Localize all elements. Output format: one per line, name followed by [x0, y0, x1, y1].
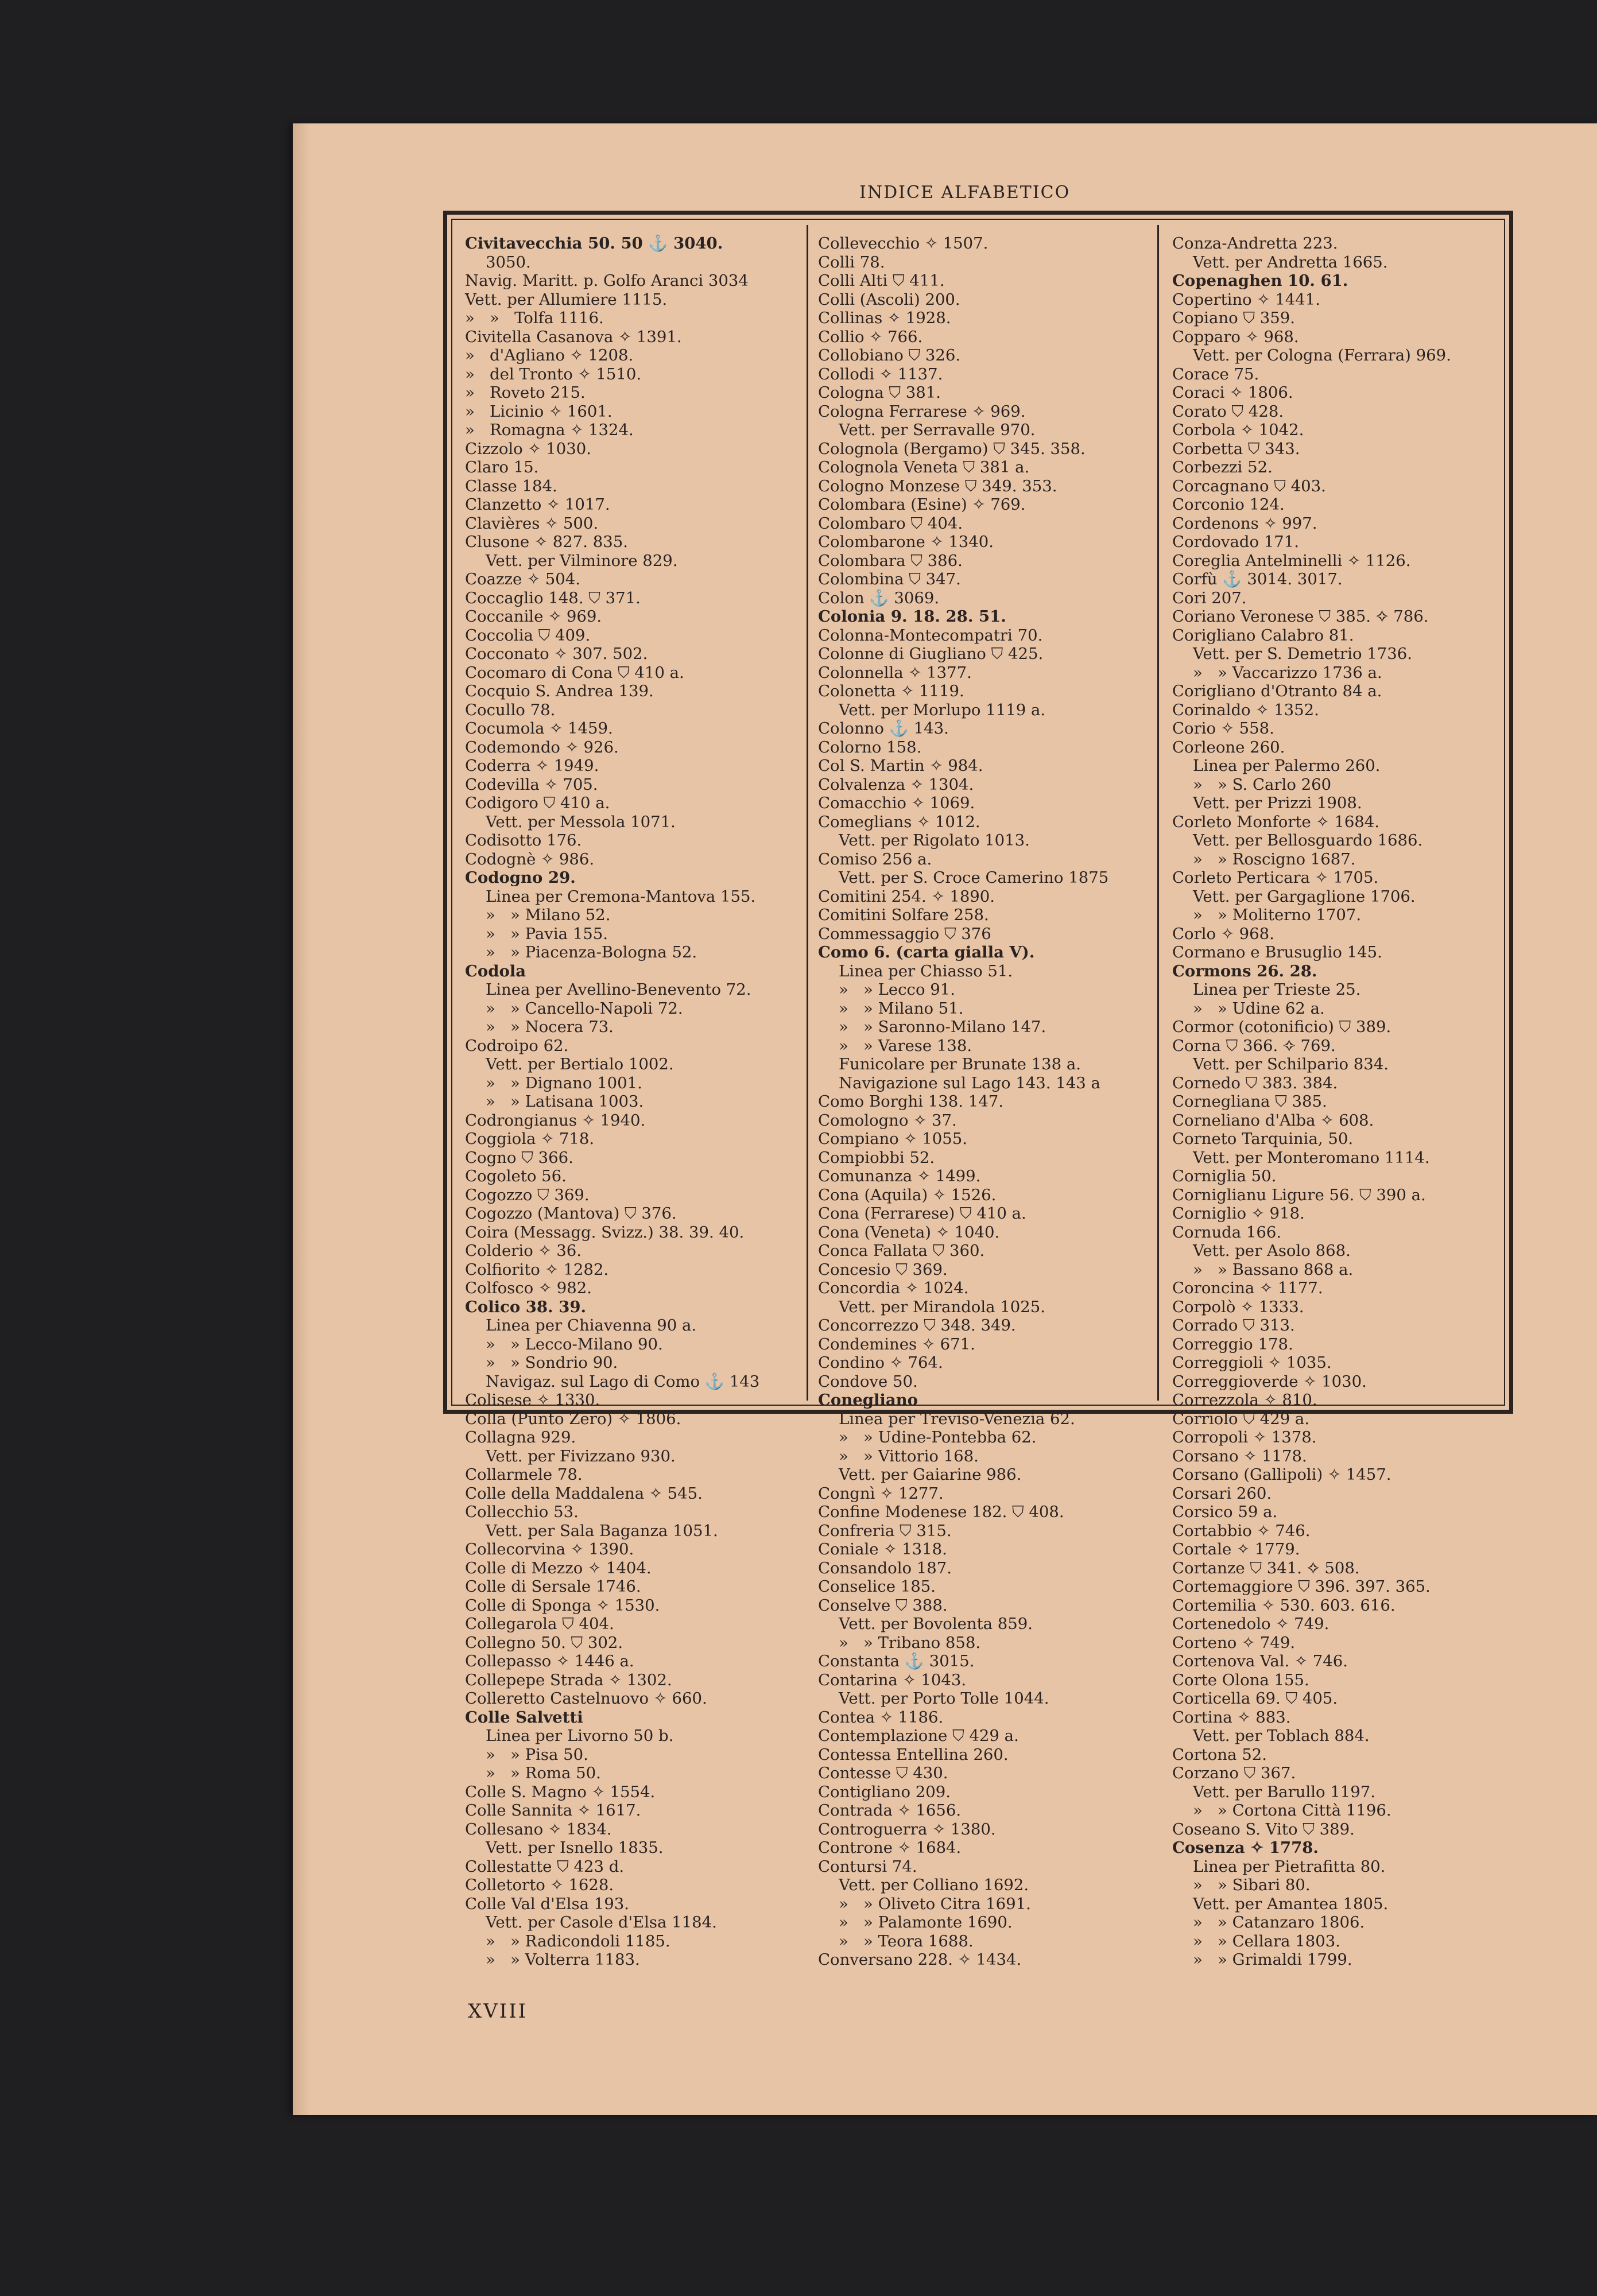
index-entry: Collepepe Strada ✧ 1302. — [465, 1670, 672, 1689]
index-entry: Condino ✧ 764. — [818, 1353, 943, 1372]
index-entry: Colombina ⛉ 347. — [818, 570, 961, 588]
index-entry: » » Roscigno 1687. — [1193, 850, 1356, 868]
index-entry: Vett. per Bertialo 1002. — [486, 1055, 674, 1073]
index-entry: Navig. Maritt. p. Golfo Aranci 3034 — [465, 272, 749, 290]
index-entry: Coriano Veronese ⛉ 385. ✧ 786. — [1172, 607, 1429, 626]
index-entry: Collegarola ⛉ 404. — [465, 1615, 614, 1633]
index-entry: Corte Olona 155. — [1172, 1670, 1309, 1689]
index-entry: Colonetta ✧ 1119. — [818, 682, 964, 700]
index-entry: Colletorto ✧ 1628. — [465, 1876, 614, 1894]
index-entry: Cortina ✧ 883. — [1172, 1708, 1291, 1727]
index-entry: Comologno ✧ 37. — [818, 1111, 957, 1130]
index-entry: Corniglio ✧ 918. — [1172, 1204, 1305, 1223]
index-entry: Concorrezzo ⛉ 348. 349. — [818, 1316, 1016, 1335]
index-entry: Colli (Ascoli) 200. — [818, 290, 960, 309]
index-entry: Corpolò ✧ 1333. — [1172, 1297, 1304, 1316]
index-entry: Colombarone ✧ 1340. — [818, 533, 994, 551]
index-entry: » » Pisa 50. — [486, 1745, 588, 1764]
index-entry: Codognè ✧ 986. — [465, 850, 595, 868]
index-entry: Compiobbi 52. — [818, 1148, 935, 1167]
index-entry: » » Dignano 1001. — [486, 1073, 642, 1092]
index-entry: Clusone ✧ 827. 835. — [465, 533, 628, 551]
index-entry: Codevilla ✧ 705. — [465, 775, 598, 794]
index-entry: Colle Sannita ✧ 1617. — [465, 1801, 641, 1820]
index-entry: Corinaldo ✧ 1352. — [1172, 700, 1319, 719]
index-entry: » » Palamonte 1690. — [839, 1913, 1013, 1932]
index-entry: Corbola ✧ 1042. — [1172, 421, 1304, 439]
page-number: XVIII — [468, 2000, 528, 2023]
index-entry: Coniale ✧ 1318. — [818, 1540, 947, 1558]
index-entry: Corzano ⛉ 367. — [1172, 1764, 1296, 1782]
index-entry: Collio ✧ 766. — [818, 327, 923, 346]
index-entry: » Romagna ✧ 1324. — [465, 421, 634, 439]
index-entry: 3050. — [486, 253, 531, 272]
index-entry: Vett. per Prizzi 1908. — [1193, 794, 1362, 812]
index-entry: Funicolare per Brunate 138 a. — [839, 1055, 1081, 1073]
index-entry: Cordenons ✧ 997. — [1172, 514, 1317, 533]
index-entry: Corleto Monforte ✧ 1684. — [1172, 812, 1380, 831]
index-entry: Vett. per Allumiere 1115. — [465, 290, 668, 309]
index-entry: Corconio 124. — [1172, 495, 1285, 514]
page-edge — [293, 123, 310, 2115]
index-entry: Confreria ⛉ 315. — [818, 1521, 952, 1540]
index-entry: Copenaghen 10. 61. — [1172, 272, 1348, 290]
index-entry: Colonia 9. 18. 28. 51. — [818, 607, 1006, 626]
index-entry: Corcagnano ⛉ 403. — [1172, 476, 1326, 495]
index-entry: Corneliano d'Alba ✧ 608. — [1172, 1111, 1374, 1130]
index-entry: Cocullo 78. — [465, 700, 556, 719]
index-entry: » Licinio ✧ 1601. — [465, 402, 613, 421]
index-entry: Cona (Aquila) ✧ 1526. — [818, 1185, 997, 1204]
index-entry: Contrada ✧ 1656. — [818, 1801, 962, 1820]
index-entry: Clanzetto ✧ 1017. — [465, 495, 610, 514]
index-entry: Colognola Veneta ⛉ 381 a. — [818, 458, 1030, 476]
index-entry: Colombara (Esine) ✧ 769. — [818, 495, 1026, 514]
index-entry: » » Latisana 1003. — [486, 1092, 644, 1111]
index-entry: Comiso 256 a. — [818, 850, 932, 868]
index-entry: Colle Val d'Elsa 193. — [465, 1894, 629, 1913]
index-entry: Concordia ✧ 1024. — [818, 1279, 969, 1297]
column-divider — [1157, 225, 1159, 1401]
index-entry: Contemplazione ⛉ 429 a. — [818, 1727, 1019, 1745]
index-entry: Contursi 74. — [818, 1857, 917, 1876]
index-entry: Colle di Mezzo ✧ 1404. — [465, 1558, 652, 1577]
index-entry: Corsico 59 a. — [1172, 1503, 1278, 1521]
index-entry: Collodi ✧ 1137. — [818, 364, 943, 383]
index-entry: Cosenza ✧ 1778. — [1172, 1839, 1319, 1857]
index-entry: Conversano 228. ✧ 1434. — [818, 1950, 1022, 1969]
index-entry: » » Radicondoli 1185. — [486, 1932, 670, 1950]
index-entry: Colvalenza ✧ 1304. — [818, 775, 974, 794]
index-entry: » » Cancello-Napoli 72. — [486, 999, 683, 1018]
index-entry: Cologno Monzese ⛉ 349. 353. — [818, 476, 1057, 495]
index-entry: Cori 207. — [1172, 588, 1247, 607]
index-entry: Colisese ✧ 1330. — [465, 1391, 600, 1409]
index-entry: Vett. per Cologna (Ferrara) 969. — [1193, 346, 1451, 364]
index-entry: Conza-Andretta 223. — [1172, 234, 1338, 253]
index-entry: Vett. per Bovolenta 859. — [839, 1615, 1033, 1633]
index-entry: Coraci ✧ 1806. — [1172, 383, 1293, 402]
index-entry: Vett. per Gaiarine 986. — [839, 1465, 1022, 1484]
index-entry: Vett. per Fivizzano 930. — [486, 1446, 676, 1465]
index-entry: Como 6. (carta gialla V). — [818, 943, 1035, 961]
index-entry: Coggiola ✧ 718. — [465, 1130, 595, 1148]
index-entry: Corsano (Gallipoli) ✧ 1457. — [1172, 1465, 1391, 1484]
index-entry: Collagna 929. — [465, 1428, 576, 1446]
index-entry: Cormano e Brusuglio 145. — [1172, 943, 1382, 961]
index-entry: Contigliano 209. — [818, 1782, 951, 1801]
index-entry: Corsano ✧ 1178. — [1172, 1446, 1307, 1465]
index-entry: Vett. per Rigolato 1013. — [839, 831, 1030, 850]
index-entry: Colleretto Castelnuovo ✧ 660. — [465, 1689, 707, 1708]
index-entry: Colonnella ✧ 1377. — [818, 663, 972, 682]
index-entry: Corato ⛉ 428. — [1172, 402, 1284, 421]
index-entry: Collesano ✧ 1834. — [465, 1820, 612, 1839]
index-entry: Cologna Ferrarese ✧ 969. — [818, 402, 1026, 421]
index-entry: Colonna-Montecompatri 70. — [818, 626, 1043, 645]
index-entry: » » Udine-Pontebba 62. — [839, 1428, 1037, 1446]
index-entry: Cogno ⛉ 366. — [465, 1148, 573, 1167]
index-entry: » » Cellara 1803. — [1193, 1932, 1340, 1950]
index-entry: Contesse ⛉ 430. — [818, 1764, 948, 1782]
index-entry: Corbetta ⛉ 343. — [1172, 439, 1300, 458]
index-entry: Corneto Tarquinia, 50. — [1172, 1130, 1354, 1148]
index-entry: Vett. per Morlupo 1119 a. — [839, 700, 1046, 719]
index-column-3 — [1172, 234, 1505, 1969]
index-entry: Corleto Perticara ✧ 1705. — [1172, 868, 1379, 887]
index-entry: Corna ⛉ 366. ✧ 769. — [1172, 1036, 1336, 1055]
index-entry: Cortona 52. — [1172, 1745, 1267, 1764]
index-entry: Collepasso ✧ 1446 a. — [465, 1652, 634, 1670]
index-entry: Cornegliana ⛉ 385. — [1172, 1092, 1327, 1111]
index-entry: Contarina ✧ 1043. — [818, 1670, 967, 1689]
index-entry: Commessaggio ⛉ 376 — [818, 924, 991, 943]
index-entry: Codemondo ✧ 926. — [465, 738, 619, 757]
index-entry: Coroncina ✧ 1177. — [1172, 1279, 1323, 1297]
index-entry: Cornuda 166. — [1172, 1223, 1282, 1242]
index-entry: Civitavecchia 50. 50 ⚓ 3040. — [465, 234, 723, 253]
index-entry: Colognola (Bergamo) ⛉ 345. 358. — [818, 439, 1086, 458]
column-divider — [807, 225, 808, 1401]
index-entry: Colle Salvetti — [465, 1708, 583, 1727]
index-entry: Linea per Livorno 50 b. — [486, 1727, 674, 1745]
index-entry: Cortemilia ✧ 530. 603. 616. — [1172, 1596, 1396, 1615]
index-entry: Coira (Messagg. Svizz.) 38. 39. 40. — [465, 1223, 745, 1242]
index-entry: » Roveto 215. — [465, 383, 586, 402]
index-entry: Cocquio S. Andrea 139. — [465, 682, 654, 700]
index-entry: Cortenova Val. ✧ 746. — [1172, 1652, 1348, 1670]
index-entry: Collinas ✧ 1928. — [818, 309, 951, 327]
index-entry: Vett. per Mirandola 1025. — [839, 1297, 1045, 1316]
index-entry: Collegno 50. ⛉ 302. — [465, 1633, 623, 1652]
index-entry: Controne ✧ 1684. — [818, 1839, 962, 1857]
index-entry: Colli Alti ⛉ 411. — [818, 272, 945, 290]
index-entry: » » Sondrio 90. — [486, 1353, 618, 1372]
index-entry: Comeglians ✧ 1012. — [818, 812, 980, 831]
index-entry: Colorno 158. — [818, 738, 922, 757]
index-entry: Codigoro ⛉ 410 a. — [465, 794, 610, 812]
index-entry: » » Bassano 868 a. — [1193, 1260, 1354, 1279]
index-entry: Vett. per Gargaglione 1706. — [1193, 887, 1416, 906]
index-entry: » » Nocera 73. — [486, 1018, 614, 1036]
index-entry: Cogozzo (Mantova) ⛉ 376. — [465, 1204, 677, 1223]
index-entry: » » Udine 62 a. — [1193, 999, 1325, 1018]
index-entry: Coseano S. Vito ⛉ 389. — [1172, 1820, 1355, 1839]
index-entry: Concesio ⛉ 369. — [818, 1260, 948, 1279]
index-entry: Vett. per Amantea 1805. — [1193, 1894, 1389, 1913]
index-entry: » » Vittorio 168. — [839, 1446, 979, 1465]
index-entry: Conegliano — [818, 1391, 918, 1409]
page-header: INDICE ALFABETICO — [859, 183, 1071, 203]
index-entry: Corbezzi 52. — [1172, 458, 1273, 476]
index-entry: Colfosco ✧ 982. — [465, 1279, 592, 1297]
index-entry: Corriolo ⛉ 429 a. — [1172, 1409, 1310, 1428]
index-entry: Clavières ✧ 500. — [465, 514, 599, 533]
index-entry: Congnì ✧ 1277. — [818, 1484, 944, 1503]
index-entry: Claro 15. — [465, 458, 539, 476]
index-entry: » » Piacenza-Bologna 52. — [486, 943, 697, 961]
index-entry: Cona (Ferrarese) ⛉ 410 a. — [818, 1204, 1026, 1223]
index-entry: Vett. per Porto Tolle 1044. — [839, 1689, 1049, 1708]
index-entry: Corsari 260. — [1172, 1484, 1272, 1503]
index-entry: Vett. per Serravalle 970. — [839, 421, 1036, 439]
index-entry: Corfù ⚓ 3014. 3017. — [1172, 570, 1343, 588]
index-entry: Colle S. Magno ✧ 1554. — [465, 1782, 656, 1801]
index-entry: Colle di Sponga ✧ 1530. — [465, 1596, 660, 1615]
index-entry: » » Sibari 80. — [1193, 1876, 1311, 1894]
index-entry: Collobiano ⛉ 326. — [818, 346, 961, 364]
index-entry: Comitini 254. ✧ 1890. — [818, 887, 995, 906]
index-entry: Corigliano Calabro 81. — [1172, 626, 1354, 645]
index-entry: Navigazione sul Lago 143. 143 a — [839, 1073, 1100, 1092]
index-entry: Cocumola ✧ 1459. — [465, 719, 613, 738]
index-entry: Vett. per Casole d'Elsa 1184. — [486, 1913, 717, 1932]
index-entry: Colle di Sersale 1746. — [465, 1577, 641, 1596]
index-entry: Cogoleto 56. — [465, 1167, 567, 1185]
index-entry: Collecchio 53. — [465, 1503, 579, 1521]
index-entry: Controguerra ✧ 1380. — [818, 1820, 996, 1839]
index-entry: » » Volterra 1183. — [486, 1950, 640, 1969]
index-entry: Colderio ✧ 36. — [465, 1242, 582, 1260]
index-entry: Vett. per S. Demetrio 1736. — [1193, 645, 1412, 663]
index-entry: Colli 78. — [818, 253, 885, 272]
index-entry: Colombaro ⛉ 404. — [818, 514, 963, 533]
index-entry: Coreglia Antelminelli ✧ 1126. — [1172, 551, 1411, 570]
index-entry: Cocomaro di Cona ⛉ 410 a. — [465, 663, 684, 682]
index-entry: Corio ✧ 558. — [1172, 719, 1274, 738]
index-entry: Codrongianus ✧ 1940. — [465, 1111, 646, 1130]
index-entry: » » Moliterno 1707. — [1193, 906, 1362, 924]
index-entry: Cona (Veneta) ✧ 1040. — [818, 1223, 1000, 1242]
index-entry: Cocconato ✧ 307. 502. — [465, 645, 648, 663]
index-entry: » » Grimaldi 1799. — [1193, 1950, 1352, 1969]
index-entry: Colico 38. 39. — [465, 1297, 587, 1316]
index-entry: Cornedo ⛉ 383. 384. — [1172, 1073, 1338, 1092]
index-entry: Coccolia ⛉ 409. — [465, 626, 591, 645]
index-entry: Consandolo 187. — [818, 1558, 952, 1577]
index-entry: Corteno ✧ 749. — [1172, 1633, 1296, 1652]
index-entry: Colfiorito ✧ 1282. — [465, 1260, 609, 1279]
index-entry: Linea per Palermo 260. — [1193, 757, 1381, 775]
index-entry: Civitella Casanova ✧ 1391. — [465, 327, 682, 346]
index-entry: Linea per Treviso-Venezia 62. — [839, 1409, 1075, 1428]
index-entry: » » Cortona Città 1196. — [1193, 1801, 1391, 1820]
index-entry: Contessa Entellina 260. — [818, 1745, 1009, 1764]
index-entry: » » Roma 50. — [486, 1764, 601, 1782]
index-entry: Conselice 185. — [818, 1577, 936, 1596]
index-entry: Linea per Pietrafitta 80. — [1193, 1857, 1386, 1876]
index-entry: Conselve ⛉ 388. — [818, 1596, 948, 1615]
index-entry: Navigaz. sul Lago di Como ⚓ 143 — [486, 1372, 760, 1391]
index-entry: Cormons 26. 28. — [1172, 961, 1317, 980]
index-entry: » » Lecco-Milano 90. — [486, 1335, 663, 1353]
index-entry: Correggioli ✧ 1035. — [1172, 1353, 1332, 1372]
index-entry: » » Tolfa 1116. — [465, 309, 604, 327]
index-entry: Colonno ⚓ 143. — [818, 719, 949, 738]
index-entry: Vett. per Isnello 1835. — [486, 1839, 664, 1857]
index-entry: Compiano ✧ 1055. — [818, 1130, 967, 1148]
index-entry: Corlo ✧ 968. — [1172, 924, 1274, 943]
index-entry: » » Milano 51. — [839, 999, 964, 1018]
index-entry: » del Tronto ✧ 1510. — [465, 364, 642, 383]
index-entry: Cormor (cotonificio) ⛉ 389. — [1172, 1018, 1391, 1036]
index-entry: Vett. per Colliano 1692. — [839, 1876, 1029, 1894]
index-entry: Vett. per Messola 1071. — [486, 812, 676, 831]
index-entry: Conca Fallata ⛉ 360. — [818, 1242, 985, 1260]
index-entry: Corticella 69. ⛉ 405. — [1172, 1689, 1338, 1708]
index-entry: Comunanza ✧ 1499. — [818, 1167, 981, 1185]
index-entry: Codogno 29. — [465, 868, 576, 887]
index-entry: Copertino ✧ 1441. — [1172, 290, 1320, 309]
index-entry: Vett. per Sala Baganza 1051. — [486, 1521, 718, 1540]
index-entry: Colle della Maddalena ✧ 545. — [465, 1484, 703, 1503]
index-entry: » » Lecco 91. — [839, 980, 955, 999]
index-entry: Vett. per Toblach 884. — [1193, 1727, 1370, 1745]
index-column-2 — [818, 234, 1151, 1969]
index-entry: » » Varese 138. — [839, 1036, 972, 1055]
index-entry: Coccanile ✧ 969. — [465, 607, 602, 626]
index-entry: Codroipo 62. — [465, 1036, 569, 1055]
index-entry: Cortale ✧ 1779. — [1172, 1540, 1300, 1558]
index-entry: Linea per Trieste 25. — [1193, 980, 1361, 999]
index-entry: Collecorvina ✧ 1390. — [465, 1540, 634, 1558]
index-entry: Codisotto 176. — [465, 831, 582, 850]
index-entry: » d'Agliano ✧ 1208. — [465, 346, 634, 364]
index-entry: Codola — [465, 961, 526, 980]
index-entry: » » S. Carlo 260 — [1193, 775, 1332, 794]
index-entry: » » Milano 52. — [486, 906, 611, 924]
index-entry: Correggioverde ✧ 1030. — [1172, 1372, 1367, 1391]
index-entry: » » Teora 1688. — [839, 1932, 974, 1950]
index-entry: Corigliano d'Otranto 84 a. — [1172, 682, 1382, 700]
index-entry: Como Borghi 138. 147. — [818, 1092, 1003, 1111]
index-entry: » » Tribano 858. — [839, 1633, 981, 1652]
index-entry: Condove 50. — [818, 1372, 918, 1391]
index-entry: Corrado ⛉ 313. — [1172, 1316, 1295, 1335]
index-entry: Cizzolo ✧ 1030. — [465, 439, 591, 458]
index-entry: Corniglia 50. — [1172, 1167, 1277, 1185]
index-entry: » » Pavia 155. — [486, 924, 608, 943]
index-entry: Coazze ✧ 504. — [465, 570, 580, 588]
index-entry: Coccaglio 148. ⛉ 371. — [465, 588, 641, 607]
index-entry: Colombara ⛉ 386. — [818, 551, 963, 570]
index-entry: Collevecchio ✧ 1507. — [818, 234, 989, 253]
index-entry: Vett. per Schilpario 834. — [1193, 1055, 1389, 1073]
index-entry: Vett. per Monteromano 1114. — [1193, 1148, 1430, 1167]
index-entry: Classe 184. — [465, 476, 557, 495]
index-entry: Vett. per Andretta 1665. — [1193, 253, 1388, 272]
index-entry: Colon ⚓ 3069. — [818, 588, 940, 607]
index-entry: Col S. Martin ✧ 984. — [818, 757, 983, 775]
index-entry: Cortemaggiore ⛉ 396. 397. 365. — [1172, 1577, 1431, 1596]
index-entry: Collestatte ⛉ 423 d. — [465, 1857, 625, 1876]
index-entry: Colonne di Giugliano ⛉ 425. — [818, 645, 1044, 663]
index-entry: Comacchio ✧ 1069. — [818, 794, 975, 812]
index-entry: Condemines ✧ 671. — [818, 1335, 975, 1353]
index-entry: Corniglianu Ligure 56. ⛉ 390 a. — [1172, 1185, 1426, 1204]
index-entry: Cortanze ⛉ 341. ✧ 508. — [1172, 1558, 1360, 1577]
index-entry: Vett. per Bellosguardo 1686. — [1193, 831, 1423, 850]
index-entry: Vett. per Vilminore 829. — [486, 551, 678, 570]
index-entry: Cortenedolo ✧ 749. — [1172, 1615, 1329, 1633]
index-entry: » » Saronno-Milano 147. — [839, 1018, 1046, 1036]
index-entry: Cordovado 171. — [1172, 533, 1299, 551]
index-entry: Correzzola ✧ 810. — [1172, 1391, 1317, 1409]
index-entry: » » Oliveto Citra 1691. — [839, 1894, 1031, 1913]
index-entry: Constanta ⚓ 3015. — [818, 1652, 975, 1670]
index-entry: Corace 75. — [1172, 364, 1259, 383]
index-entry: Linea per Chiasso 51. — [839, 961, 1013, 980]
index-entry: Vett. per Barullo 1197. — [1193, 1782, 1376, 1801]
index-entry: Copiano ⛉ 359. — [1172, 309, 1295, 327]
index-entry: Cogozzo ⛉ 369. — [465, 1185, 590, 1204]
index-entry: Colla (Punto Zero) ✧ 1806. — [465, 1409, 681, 1428]
index-entry: Cortabbio ✧ 746. — [1172, 1521, 1311, 1540]
index-entry: Corropoli ✧ 1378. — [1172, 1428, 1317, 1446]
index-entry: Linea per Chiavenna 90 a. — [486, 1316, 697, 1335]
index-entry: Collarmele 78. — [465, 1465, 583, 1484]
index-column-1 — [465, 234, 801, 1969]
index-entry: » » Vaccarizzo 1736 a. — [1193, 663, 1382, 682]
index-entry: Comitini Solfare 258. — [818, 906, 989, 924]
index-entry: Linea per Cremona-Mantova 155. — [486, 887, 756, 906]
index-entry: Contea ✧ 1186. — [818, 1708, 944, 1727]
index-entry: Corleone 260. — [1172, 738, 1285, 757]
index-entry: Vett. per Asolo 868. — [1193, 1242, 1351, 1260]
index-entry: Confine Modenese 182. ⛉ 408. — [818, 1503, 1064, 1521]
index-entry: » » Catanzaro 1806. — [1193, 1913, 1365, 1932]
index-entry: Linea per Avellino-Benevento 72. — [486, 980, 751, 999]
index-entry: Correggio 178. — [1172, 1335, 1293, 1353]
index-entry: Copparo ✧ 968. — [1172, 327, 1299, 346]
index-entry: Vett. per S. Croce Camerino 1875 — [839, 868, 1109, 887]
index-entry: Coderra ✧ 1949. — [465, 757, 599, 775]
index-entry: Cologna ⛉ 381. — [818, 383, 941, 402]
